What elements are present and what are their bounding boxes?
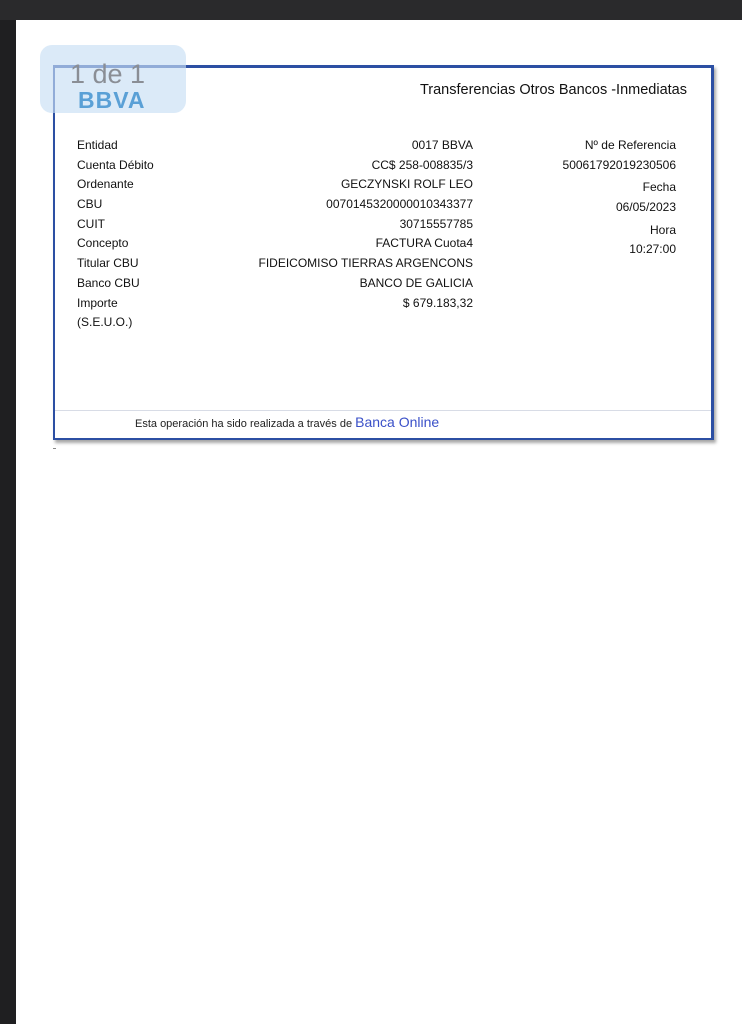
document-page <box>16 20 742 1024</box>
receipt-meta <box>563 136 676 260</box>
label-concepto: Concepto <box>77 236 129 251</box>
date-value: 06/05/2023 <box>615 200 676 215</box>
value-importe: $ 679.183,32 <box>402 295 473 310</box>
time-value: 10:27:00 <box>629 242 676 257</box>
viewer-top-bar <box>0 0 742 20</box>
label-ordenante: Ordenante <box>77 177 134 192</box>
stray-mark <box>53 448 56 449</box>
page-indicator: 1 de 1 <box>70 59 146 89</box>
footer-divider <box>55 410 711 411</box>
banca-online-label: Banca Online <box>355 414 440 430</box>
footer-text: Esta operación ha sido realizada a través de <box>135 418 356 430</box>
value-concepto: FACTURA Cuota4 <box>375 236 473 251</box>
field-values <box>259 136 473 313</box>
time-label: Hora <box>649 222 676 237</box>
receipt-title: Transferencias Otros Bancos -Inmediatas <box>419 82 687 98</box>
value-cuit: 30715557785 <box>399 216 473 231</box>
receipt-footer <box>135 414 439 430</box>
label-entidad: Entidad <box>77 138 118 152</box>
bbva-logo: BBVA <box>78 87 146 113</box>
label-cbu: CBU <box>77 197 103 212</box>
reference-label: Nº de Referencia <box>584 138 676 152</box>
value-cbu: 0070145320000010343377 <box>326 197 473 212</box>
transfer-receipt <box>53 65 714 440</box>
reference-value: 50061792019230506 <box>562 157 676 172</box>
value-ordenante: GECZYNSKI ROLF LEO <box>340 177 473 192</box>
label-cuenta-debito: Cuenta Débito <box>77 157 154 172</box>
value-banco-cbu: BANCO DE GALICIA <box>359 275 473 290</box>
label-seuo: (S.E.U.O.) <box>77 315 133 330</box>
date-label: Fecha <box>642 180 676 195</box>
value-entidad: 0017 BBVA <box>411 138 473 152</box>
field-labels <box>77 136 154 333</box>
label-cuit: CUIT <box>77 216 105 231</box>
label-titular-cbu: Titular CBU <box>77 256 139 271</box>
value-cuenta-debito: CC$ 258-008835/3 <box>371 157 473 172</box>
label-banco-cbu: Banco CBU <box>77 275 140 290</box>
value-titular-cbu: FIDEICOMISO TIERRAS ARGENCONS <box>258 256 473 271</box>
page-indicator-badge <box>40 45 186 113</box>
label-importe: Importe <box>77 295 118 310</box>
